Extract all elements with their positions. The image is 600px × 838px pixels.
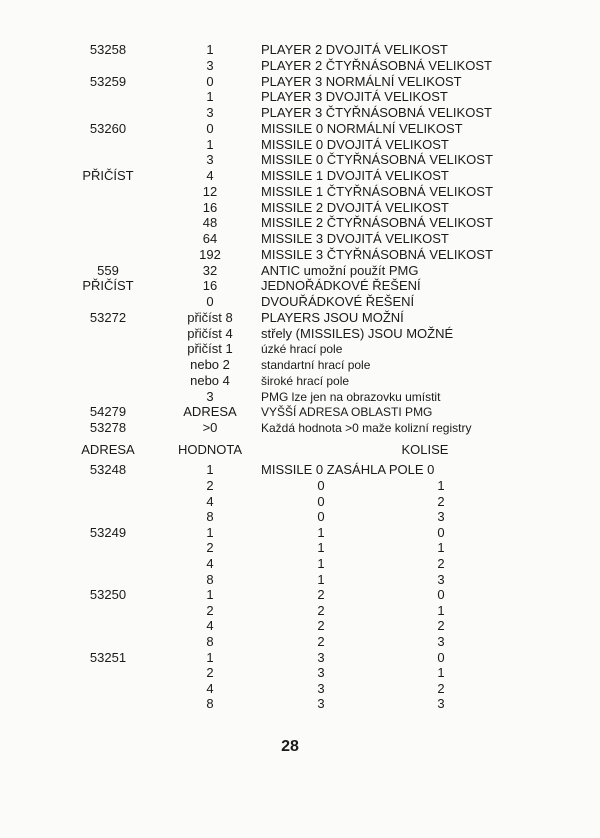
- collision-address: 53248: [89, 462, 127, 477]
- collision-value: 1: [206, 462, 214, 477]
- collision-row: [0, 509, 600, 525]
- register-row: [0, 184, 600, 200]
- register-row: [0, 74, 600, 90]
- collision-value: 1: [206, 524, 214, 540]
- collision-value: 2: [206, 665, 214, 681]
- collision-playfield: 1: [437, 602, 445, 618]
- register-description: MISSILE 3 DVOJITÁ VELIKOST: [261, 231, 449, 246]
- collision-row: [0, 696, 600, 712]
- register-address: 559: [97, 262, 119, 278]
- register-value: 0: [206, 120, 214, 136]
- register-value: 0: [206, 73, 214, 89]
- register-value: 12: [202, 183, 218, 199]
- register-address: 53272: [89, 309, 127, 325]
- collision-value: 8: [206, 509, 214, 525]
- register-row: [0, 42, 600, 58]
- register-value: >0: [202, 420, 218, 435]
- register-description: MISSILE 2 ČTYŘNÁSOBNÁ VELIKOST: [261, 215, 493, 231]
- register-address: 53259: [89, 73, 127, 89]
- register-description: MISSILE 3 ČTYŘNÁSOBNÁ VELIKOST: [261, 246, 493, 262]
- collision-missile: 3: [317, 696, 325, 712]
- register-value: 0: [206, 294, 214, 309]
- register-row: [0, 326, 600, 342]
- header-value: HODNOTA: [177, 442, 243, 457]
- collision-value: 8: [206, 571, 214, 587]
- collision-playfield: 3: [437, 509, 445, 525]
- register-description: MISSILE 2 DVOJITÁ VELIKOST: [261, 199, 449, 215]
- collision-missile: 2: [317, 634, 325, 649]
- register-row: [0, 168, 600, 184]
- register-row: [0, 373, 600, 389]
- register-description: MISSILE 1 DVOJITÁ VELIKOST: [261, 168, 449, 183]
- collision-row: [0, 478, 600, 494]
- register-value: 192: [199, 246, 221, 262]
- register-value: 16: [202, 278, 218, 294]
- register-value: 1: [206, 89, 214, 105]
- header-collision: KOLISE: [401, 442, 449, 457]
- register-row: [0, 58, 600, 74]
- collision-playfield: 3: [437, 571, 445, 587]
- collision-row: [0, 603, 600, 619]
- collision-playfield: 0: [437, 587, 445, 603]
- collision-row: [0, 634, 600, 650]
- register-value: nebo 4: [190, 372, 230, 388]
- register-row: [0, 341, 600, 357]
- register-description: PLAYER 3 ČTYŘNÁSOBNÁ VELIKOST: [261, 105, 492, 120]
- collision-playfield: 0: [437, 524, 445, 540]
- register-description: PLAYER 3 NORMÁLNÍ VELIKOST: [261, 73, 462, 89]
- register-description: PLAYER 3 DVOJITÁ VELIKOST: [261, 89, 448, 105]
- register-value: nebo 2: [190, 357, 230, 372]
- collision-value: 8: [206, 696, 214, 712]
- collision-row: [0, 618, 600, 634]
- collision-missile: 2: [317, 618, 325, 634]
- register-row: [0, 247, 600, 263]
- register-value: 16: [202, 199, 218, 215]
- register-row: [0, 294, 600, 310]
- register-value: přičíst 1: [187, 341, 233, 357]
- register-row: [0, 357, 600, 373]
- register-row: [0, 404, 600, 420]
- collision-row: [0, 650, 600, 666]
- register-row: [0, 105, 600, 121]
- collision-value: 1: [206, 649, 214, 665]
- collision-row: [0, 462, 600, 478]
- register-description: PLAYER 2 ČTYŘNÁSOBNÁ VELIKOST: [261, 57, 492, 73]
- register-value: 64: [202, 231, 218, 246]
- collision-playfield: 3: [437, 634, 445, 649]
- collision-playfield: 0: [437, 649, 445, 665]
- collision-playfield: 2: [437, 618, 445, 634]
- register-row: [0, 278, 600, 294]
- register-row: [0, 231, 600, 247]
- collision-row: [0, 572, 600, 588]
- register-address: 54279: [89, 404, 127, 420]
- register-value: 1: [206, 42, 214, 57]
- register-address: 53260: [89, 120, 127, 136]
- collision-value: 2: [206, 540, 214, 556]
- register-value: 3: [206, 57, 214, 73]
- collision-value: 4: [206, 493, 214, 509]
- register-row: [0, 89, 600, 105]
- register-description: DVOUŘÁDKOVÉ ŘEŠENÍ: [261, 294, 415, 309]
- collision-missile: 3: [317, 680, 325, 696]
- register-value: 32: [202, 262, 218, 278]
- register-description: střely (MISSILES) JSOU MOŽNÉ: [261, 325, 454, 341]
- collision-missile: 1: [317, 524, 325, 540]
- collision-playfield: 2: [437, 680, 445, 696]
- register-description: VYŠŠÍ ADRESA OBLASTI PMG: [261, 405, 433, 420]
- register-row: [0, 389, 600, 405]
- register-row: [0, 215, 600, 231]
- register-row: [0, 200, 600, 216]
- register-value: ADRESA: [183, 404, 237, 420]
- register-description: MISSILE 0 DVOJITÁ VELIKOST: [261, 136, 449, 152]
- register-row: [0, 420, 600, 436]
- collision-missile: 1: [317, 556, 325, 571]
- collision-playfield: 3: [437, 696, 445, 712]
- collision-value: 2: [206, 478, 214, 493]
- collision-missile: 1: [317, 540, 325, 556]
- register-row: [0, 137, 600, 153]
- collision-row: [0, 540, 600, 556]
- register-description: PLAYER 2 DVOJITÁ VELIKOST: [261, 42, 448, 57]
- page-number: 28: [281, 738, 299, 755]
- collision-missile: 3: [317, 649, 325, 665]
- register-description: MISSILE 1 ČTYŘNÁSOBNÁ VELIKOST: [261, 183, 493, 199]
- register-value: 48: [202, 215, 218, 231]
- register-address: PŘIČÍST: [82, 278, 134, 294]
- collision-value: 2: [206, 602, 214, 618]
- register-row: [0, 152, 600, 168]
- register-address: PŘIČÍST: [82, 168, 134, 183]
- collision-value: 8: [206, 634, 214, 649]
- collision-value: 1: [206, 587, 214, 603]
- collision-row: [0, 525, 600, 541]
- collision-description: MISSILE 0 ZASÁHLA POLE 0: [261, 462, 435, 477]
- collision-missile: 0: [317, 509, 325, 525]
- register-address: 53258: [89, 42, 127, 57]
- register-value: 3: [206, 152, 214, 168]
- collision-missile: 2: [317, 602, 325, 618]
- collision-playfield: 2: [437, 556, 445, 571]
- register-description: široké hrací pole: [261, 373, 350, 388]
- register-description: PMG lze jen na obrazovku umístit: [261, 389, 441, 404]
- register-description: úzké hrací pole: [261, 342, 343, 357]
- collision-playfield: 1: [437, 665, 445, 681]
- collision-row: [0, 556, 600, 572]
- header-address: ADRESA: [81, 442, 135, 457]
- register-address: 53278: [89, 420, 127, 435]
- register-description: Každá hodnota >0 maže kolizní registry: [261, 421, 472, 435]
- collision-missile: 0: [317, 478, 325, 493]
- register-description: standartní hrací pole: [261, 358, 371, 372]
- register-value: přičíst 8: [187, 309, 233, 325]
- register-value: přičíst 4: [187, 325, 233, 341]
- collision-address: 53251: [89, 649, 127, 665]
- register-description: JEDNOŘÁDKOVÉ ŘEŠENÍ: [261, 278, 421, 294]
- collision-value: 4: [206, 618, 214, 634]
- collision-row: [0, 494, 600, 510]
- collision-address: 53249: [89, 524, 127, 540]
- collision-row: [0, 665, 600, 681]
- register-value: 1: [206, 136, 214, 152]
- register-description: ANTIC umožní použít PMG: [261, 262, 419, 278]
- register-row: [0, 310, 600, 326]
- collision-row: [0, 587, 600, 603]
- collision-missile: 1: [317, 571, 325, 587]
- register-value: 3: [206, 105, 214, 120]
- register-value: 3: [206, 388, 214, 404]
- register-description: MISSILE 0 NORMÁLNÍ VELIKOST: [261, 120, 463, 136]
- collision-row: [0, 681, 600, 697]
- collision-playfield: 2: [437, 493, 445, 509]
- register-description: MISSILE 0 ČTYŘNÁSOBNÁ VELIKOST: [261, 152, 493, 168]
- collision-value: 4: [206, 680, 214, 696]
- collision-table-header: [0, 442, 600, 458]
- collision-value: 4: [206, 556, 214, 571]
- register-row: [0, 121, 600, 137]
- collision-missile: 2: [317, 587, 325, 603]
- collision-address: 53250: [89, 587, 127, 603]
- collision-playfield: 1: [437, 540, 445, 556]
- register-row: [0, 263, 600, 279]
- register-description: PLAYERS JSOU MOŽNÍ: [261, 309, 404, 325]
- collision-playfield: 1: [437, 478, 445, 493]
- register-value: 4: [206, 168, 214, 183]
- collision-missile: 3: [317, 665, 325, 681]
- collision-missile: 0: [317, 493, 325, 509]
